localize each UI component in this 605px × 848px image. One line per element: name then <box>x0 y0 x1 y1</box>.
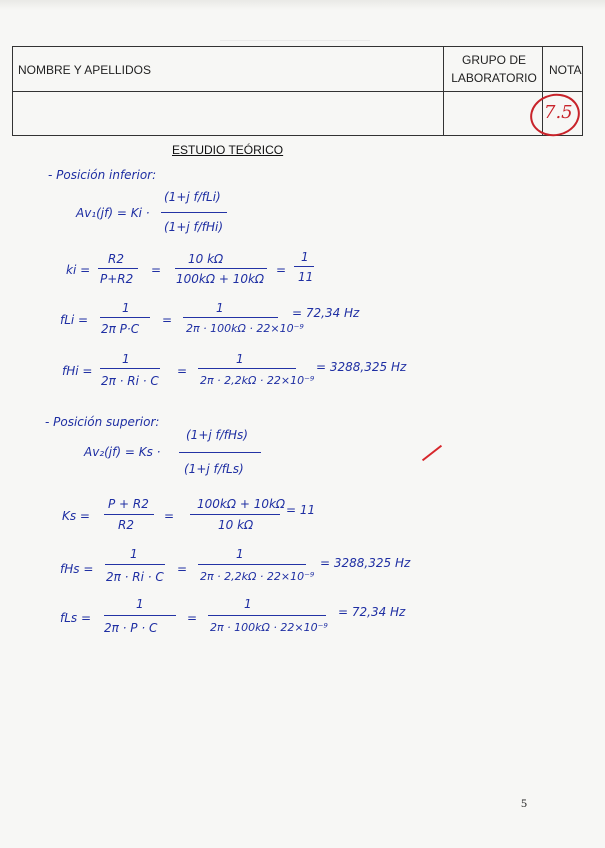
page-title: ESTUDIO TEÓRICO <box>172 143 284 157</box>
fli-den: 2π P·C <box>101 322 140 336</box>
fhs-result: = 3288,325 Hz <box>320 556 411 570</box>
fhi-eq: = <box>177 364 188 378</box>
ki-fraction-line <box>98 268 138 269</box>
fli-eq: = <box>162 313 173 327</box>
fhi-result: = 3288,325 Hz <box>316 360 407 374</box>
av2-den: (1+j f/fLs) <box>184 462 244 476</box>
ki-den2: 100kΩ + 10kΩ <box>176 272 265 286</box>
ks-num: P + R2 <box>108 497 149 511</box>
ks-fraction-line <box>104 514 154 515</box>
av1-fraction-line <box>161 212 227 213</box>
ks-lhs: Ks = <box>62 509 90 523</box>
ki-den: P+R2 <box>100 272 134 286</box>
ki-lhs: ki = <box>66 263 91 277</box>
av2-fraction-line <box>179 452 261 453</box>
grade-label: NOTA <box>549 63 582 77</box>
av1-num: (1+j f/fLi) <box>164 190 221 204</box>
fhi-lhs: fHi = <box>62 364 93 378</box>
ki-eq: = <box>151 263 162 277</box>
ki-fraction-line-3 <box>294 266 314 267</box>
av1-lhs: Av₁(jf) = Ki · <box>76 206 150 220</box>
av2-lhs: Av₂(jf) = Ks · <box>84 445 161 459</box>
fls-lhs: fLs = <box>60 611 92 625</box>
superior-heading: - Posición superior: <box>45 415 160 429</box>
ks-num2: 100kΩ + 10kΩ <box>197 497 286 511</box>
group-label: GRUPO DE LABORATORIO <box>451 53 537 85</box>
fhi-den2: 2π · 2,2kΩ · 22×10⁻⁹ <box>200 374 315 387</box>
ks-eq: = <box>164 509 175 523</box>
fls-den: 2π · P · C <box>104 621 158 635</box>
grade-value: 7.5 <box>544 102 573 123</box>
av1-den: (1+j f/fHi) <box>164 220 224 234</box>
ks-fraction-line-2 <box>190 514 280 515</box>
page-number: 5 <box>521 796 527 810</box>
fhi-num: 1 <box>122 352 130 366</box>
fhs-num: 1 <box>130 547 138 561</box>
ki-fraction-line-2 <box>175 268 267 269</box>
ki-num: R2 <box>108 252 124 266</box>
fhs-den: 2π · Ri · C <box>106 570 164 584</box>
header-divider-1 <box>443 47 444 135</box>
fli-num2: 1 <box>216 301 224 315</box>
ki-eq2: = <box>276 263 287 277</box>
header-table <box>12 46 583 136</box>
fhi-den: 2π · Ri · C <box>101 374 159 388</box>
fli-lhs: fLi = <box>60 313 89 327</box>
fli-num: 1 <box>122 301 130 315</box>
fls-num2: 1 <box>244 597 252 611</box>
fls-eq: = <box>187 611 198 625</box>
fls-num: 1 <box>136 597 144 611</box>
ks-den: R2 <box>118 518 134 532</box>
fhi-fraction-line-2 <box>198 368 296 369</box>
name-label: NOMBRE Y APELLIDOS <box>18 63 151 77</box>
fhi-fraction-line <box>100 368 160 369</box>
fls-fraction-line <box>104 615 176 616</box>
fli-result: = 72,34 Hz <box>292 306 360 320</box>
inferior-heading: - Posición inferior: <box>48 168 157 182</box>
fli-den2: 2π · 100kΩ · 22×10⁻⁹ <box>186 322 304 335</box>
fhi-num2: 1 <box>236 352 244 366</box>
fhs-fraction-line <box>105 564 165 565</box>
fls-result: = 72,34 Hz <box>338 605 406 619</box>
av2-num: (1+j f/fHs) <box>186 428 248 442</box>
fhs-lhs: fHs = <box>60 562 94 576</box>
fli-fraction-line-2 <box>183 317 278 318</box>
fhs-den2: 2π · 2,2kΩ · 22×10⁻⁹ <box>200 570 315 583</box>
fhs-fraction-line-2 <box>198 564 306 565</box>
ks-result: = 11 <box>286 503 316 517</box>
fls-den2: 2π · 100kΩ · 22×10⁻⁹ <box>210 621 328 634</box>
fhs-num2: 1 <box>236 547 244 561</box>
fhs-eq: = <box>177 562 188 576</box>
ki-den3: 11 <box>298 270 314 284</box>
fls-fraction-line-2 <box>208 615 326 616</box>
ki-num3: 1 <box>301 250 309 264</box>
ki-num2: 10 kΩ <box>188 252 224 266</box>
ks-den2: 10 kΩ <box>218 518 254 532</box>
fli-fraction-line <box>100 317 150 318</box>
